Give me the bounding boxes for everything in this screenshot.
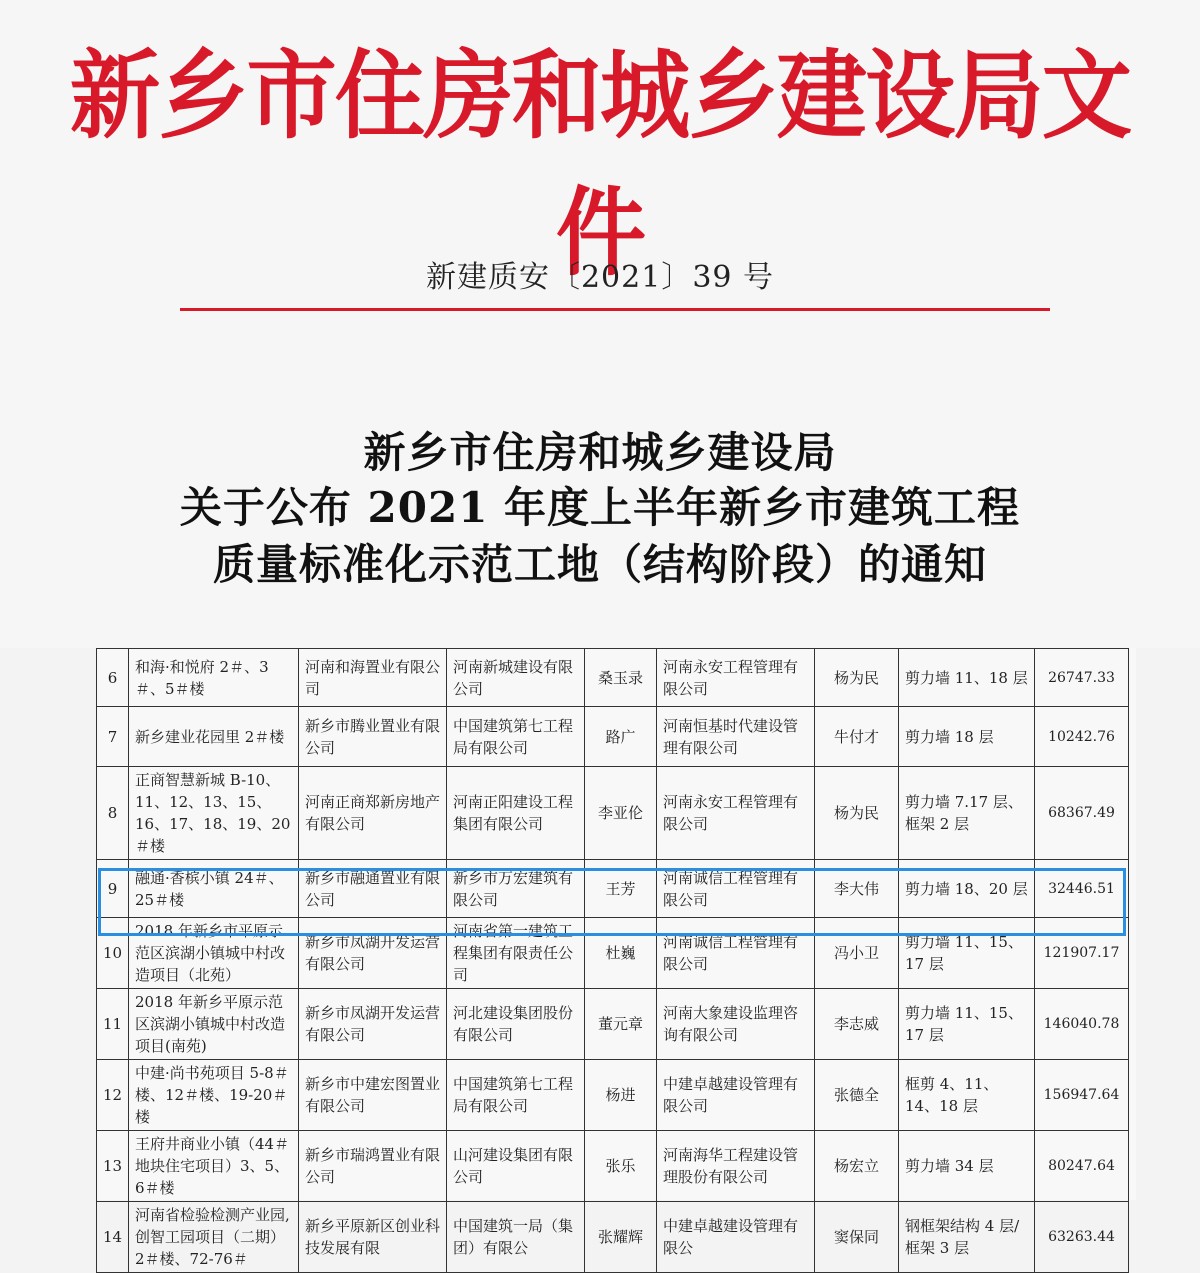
row-number: 7 bbox=[97, 707, 129, 767]
supervisor-name: 河南永安工程管理有限公司 bbox=[657, 767, 815, 860]
notice-title-line-3: 质量标准化示范工地（结构阶段）的通知 bbox=[212, 540, 987, 589]
developer-name: 河南正商郑新房地产有限公司 bbox=[299, 767, 447, 860]
contractor-name: 中国建筑第七工程局有限公司 bbox=[447, 707, 585, 767]
table-row bbox=[97, 1202, 1129, 1273]
issuer-title: 新乡市住房和城乡建设局文件 bbox=[69, 40, 1131, 289]
row-number: 11 bbox=[97, 989, 129, 1060]
project-name: 新乡建业花园里 2＃楼 bbox=[129, 707, 299, 767]
building-area: 32446.51 bbox=[1035, 860, 1129, 918]
supervisor-name: 河南诚信工程管理有限公司 bbox=[657, 860, 815, 918]
project-manager: 王芳 bbox=[585, 860, 657, 918]
building-area: 121907.17 bbox=[1035, 918, 1129, 989]
table-row bbox=[97, 918, 1129, 989]
building-area: 156947.64 bbox=[1035, 1060, 1129, 1131]
table-body bbox=[97, 649, 1129, 1273]
table-row bbox=[97, 1131, 1129, 1202]
structure-floors: 剪力墙 18、20 层 bbox=[899, 860, 1035, 918]
developer-name: 新乡市中建宏图置业有限公司 bbox=[299, 1060, 447, 1131]
project-name: 中建·尚书苑项目 5-8＃楼、12＃楼、19-20＃楼 bbox=[129, 1060, 299, 1131]
project-name: 2018 年新乡市平原示范区滨湖小镇城中村改造项目（北苑） bbox=[129, 918, 299, 989]
row-number: 13 bbox=[97, 1131, 129, 1202]
developer-name: 河南和海置业有限公司 bbox=[299, 649, 447, 707]
red-divider bbox=[180, 308, 1050, 311]
supervisor-name: 河南大象建设监理咨询有限公司 bbox=[657, 989, 815, 1060]
building-area: 10242.76 bbox=[1035, 707, 1129, 767]
project-manager: 张乐 bbox=[585, 1131, 657, 1202]
chief-supervisor: 李大伟 bbox=[815, 860, 899, 918]
chief-supervisor: 牛付才 bbox=[815, 707, 899, 767]
row-number: 10 bbox=[97, 918, 129, 989]
chief-supervisor: 李志威 bbox=[815, 989, 899, 1060]
row-number: 14 bbox=[97, 1202, 129, 1273]
building-area: 26747.33 bbox=[1035, 649, 1129, 707]
contractor-name: 河北建设集团股份有限公司 bbox=[447, 989, 585, 1060]
project-manager: 杨进 bbox=[585, 1060, 657, 1131]
project-manager: 董元章 bbox=[585, 989, 657, 1060]
project-name: 和海·和悦府 2＃、3＃、5＃楼 bbox=[129, 649, 299, 707]
structure-floors: 剪力墙 7.17 层、框架 2 层 bbox=[899, 767, 1035, 860]
table-row bbox=[97, 989, 1129, 1060]
row-number: 8 bbox=[97, 767, 129, 860]
project-name: 融通·香槟小镇 24＃、25＃楼 bbox=[129, 860, 299, 918]
contractor-name: 中国建筑第七工程局有限公司 bbox=[447, 1060, 585, 1131]
building-area: 68367.49 bbox=[1035, 767, 1129, 860]
structure-floors: 剪力墙 11、15、17 层 bbox=[899, 918, 1035, 989]
notice-title-line-2: 关于公布 2021 年度上半年新乡市建筑工程 bbox=[179, 483, 1021, 532]
developer-name: 新乡市腾业置业有限公司 bbox=[299, 707, 447, 767]
supervisor-name: 河南恒基时代建设管理有限公司 bbox=[657, 707, 815, 767]
table-row bbox=[97, 860, 1129, 918]
table-row bbox=[97, 767, 1129, 860]
project-manager: 杜巍 bbox=[585, 918, 657, 989]
project-manager: 张耀辉 bbox=[585, 1202, 657, 1273]
chief-supervisor: 杨为民 bbox=[815, 649, 899, 707]
supervisor-name: 河南海华工程建设管理股份有限公司 bbox=[657, 1131, 815, 1202]
contractor-name: 中国建筑一局（集团）有限公 bbox=[447, 1202, 585, 1273]
building-area: 146040.78 bbox=[1035, 989, 1129, 1060]
contractor-name: 河南正阳建设工程集团有限公司 bbox=[447, 767, 585, 860]
project-manager: 李亚伦 bbox=[585, 767, 657, 860]
building-area: 63263.44 bbox=[1035, 1202, 1129, 1273]
structure-floors: 钢框架结构 4 层/框架 3 层 bbox=[899, 1202, 1035, 1273]
developer-name: 新乡平原新区创业科技发展有限 bbox=[299, 1202, 447, 1273]
contractor-name: 河南新城建设有限公司 bbox=[447, 649, 585, 707]
supervisor-name: 中建卓越建设管理有限公 bbox=[657, 1202, 815, 1273]
contractor-name: 新乡市万宏建筑有限公司 bbox=[447, 860, 585, 918]
row-number: 12 bbox=[97, 1060, 129, 1131]
table-row bbox=[97, 1060, 1129, 1131]
row-number: 6 bbox=[97, 649, 129, 707]
developer-name: 新乡市瑞鸿置业有限公司 bbox=[299, 1131, 447, 1202]
structure-floors: 剪力墙 18 层 bbox=[899, 707, 1035, 767]
table-row bbox=[97, 707, 1129, 767]
sites-table bbox=[96, 648, 1129, 1273]
building-area: 80247.64 bbox=[1035, 1131, 1129, 1202]
contractor-name: 河南省第一建筑工程集团有限责任公司 bbox=[447, 918, 585, 989]
notice-title-line-1: 新乡市住房和城乡建设局 bbox=[363, 428, 837, 477]
chief-supervisor: 杨为民 bbox=[815, 767, 899, 860]
structure-floors: 剪力墙 11、18 层 bbox=[899, 649, 1035, 707]
project-manager: 桑玉录 bbox=[585, 649, 657, 707]
structure-floors: 框剪 4、11、14、18 层 bbox=[899, 1060, 1035, 1131]
supervisor-name: 中建卓越建设管理有限公司 bbox=[657, 1060, 815, 1131]
structure-floors: 剪力墙 11、15、17 层 bbox=[899, 989, 1035, 1060]
supervisor-name: 河南诚信工程管理有限公司 bbox=[657, 918, 815, 989]
developer-name: 新乡市融通置业有限公司 bbox=[299, 860, 447, 918]
project-name: 2018 年新乡平原示范区滨湖小镇城中村改造项目(南苑) bbox=[129, 989, 299, 1060]
developer-name: 新乡市凤湖开发运营有限公司 bbox=[299, 989, 447, 1060]
chief-supervisor: 窦保同 bbox=[815, 1202, 899, 1273]
developer-name: 新乡市凤湖开发运营有限公司 bbox=[299, 918, 447, 989]
structure-floors: 剪力墙 34 层 bbox=[899, 1131, 1035, 1202]
project-name: 正商智慧新城 B-10、11、12、13、15、16、17、18、19、20＃楼 bbox=[129, 767, 299, 860]
contractor-name: 山河建设集团有限公司 bbox=[447, 1131, 585, 1202]
document-number: 新建质安〔2021〕39 号 bbox=[425, 260, 775, 295]
sites-table-container bbox=[96, 648, 1136, 1268]
project-name: 王府井商业小镇（44＃地块住宅项目）3、5、6＃楼 bbox=[129, 1131, 299, 1202]
project-manager: 路广 bbox=[585, 707, 657, 767]
chief-supervisor: 冯小卫 bbox=[815, 918, 899, 989]
project-name: 河南省检验检测产业园,创智工园项目（二期）2＃楼、72-76＃ bbox=[129, 1202, 299, 1273]
table-row bbox=[97, 649, 1129, 707]
supervisor-name: 河南永安工程管理有限公司 bbox=[657, 649, 815, 707]
chief-supervisor: 杨宏立 bbox=[815, 1131, 899, 1202]
chief-supervisor: 张德全 bbox=[815, 1060, 899, 1131]
row-number: 9 bbox=[97, 860, 129, 918]
